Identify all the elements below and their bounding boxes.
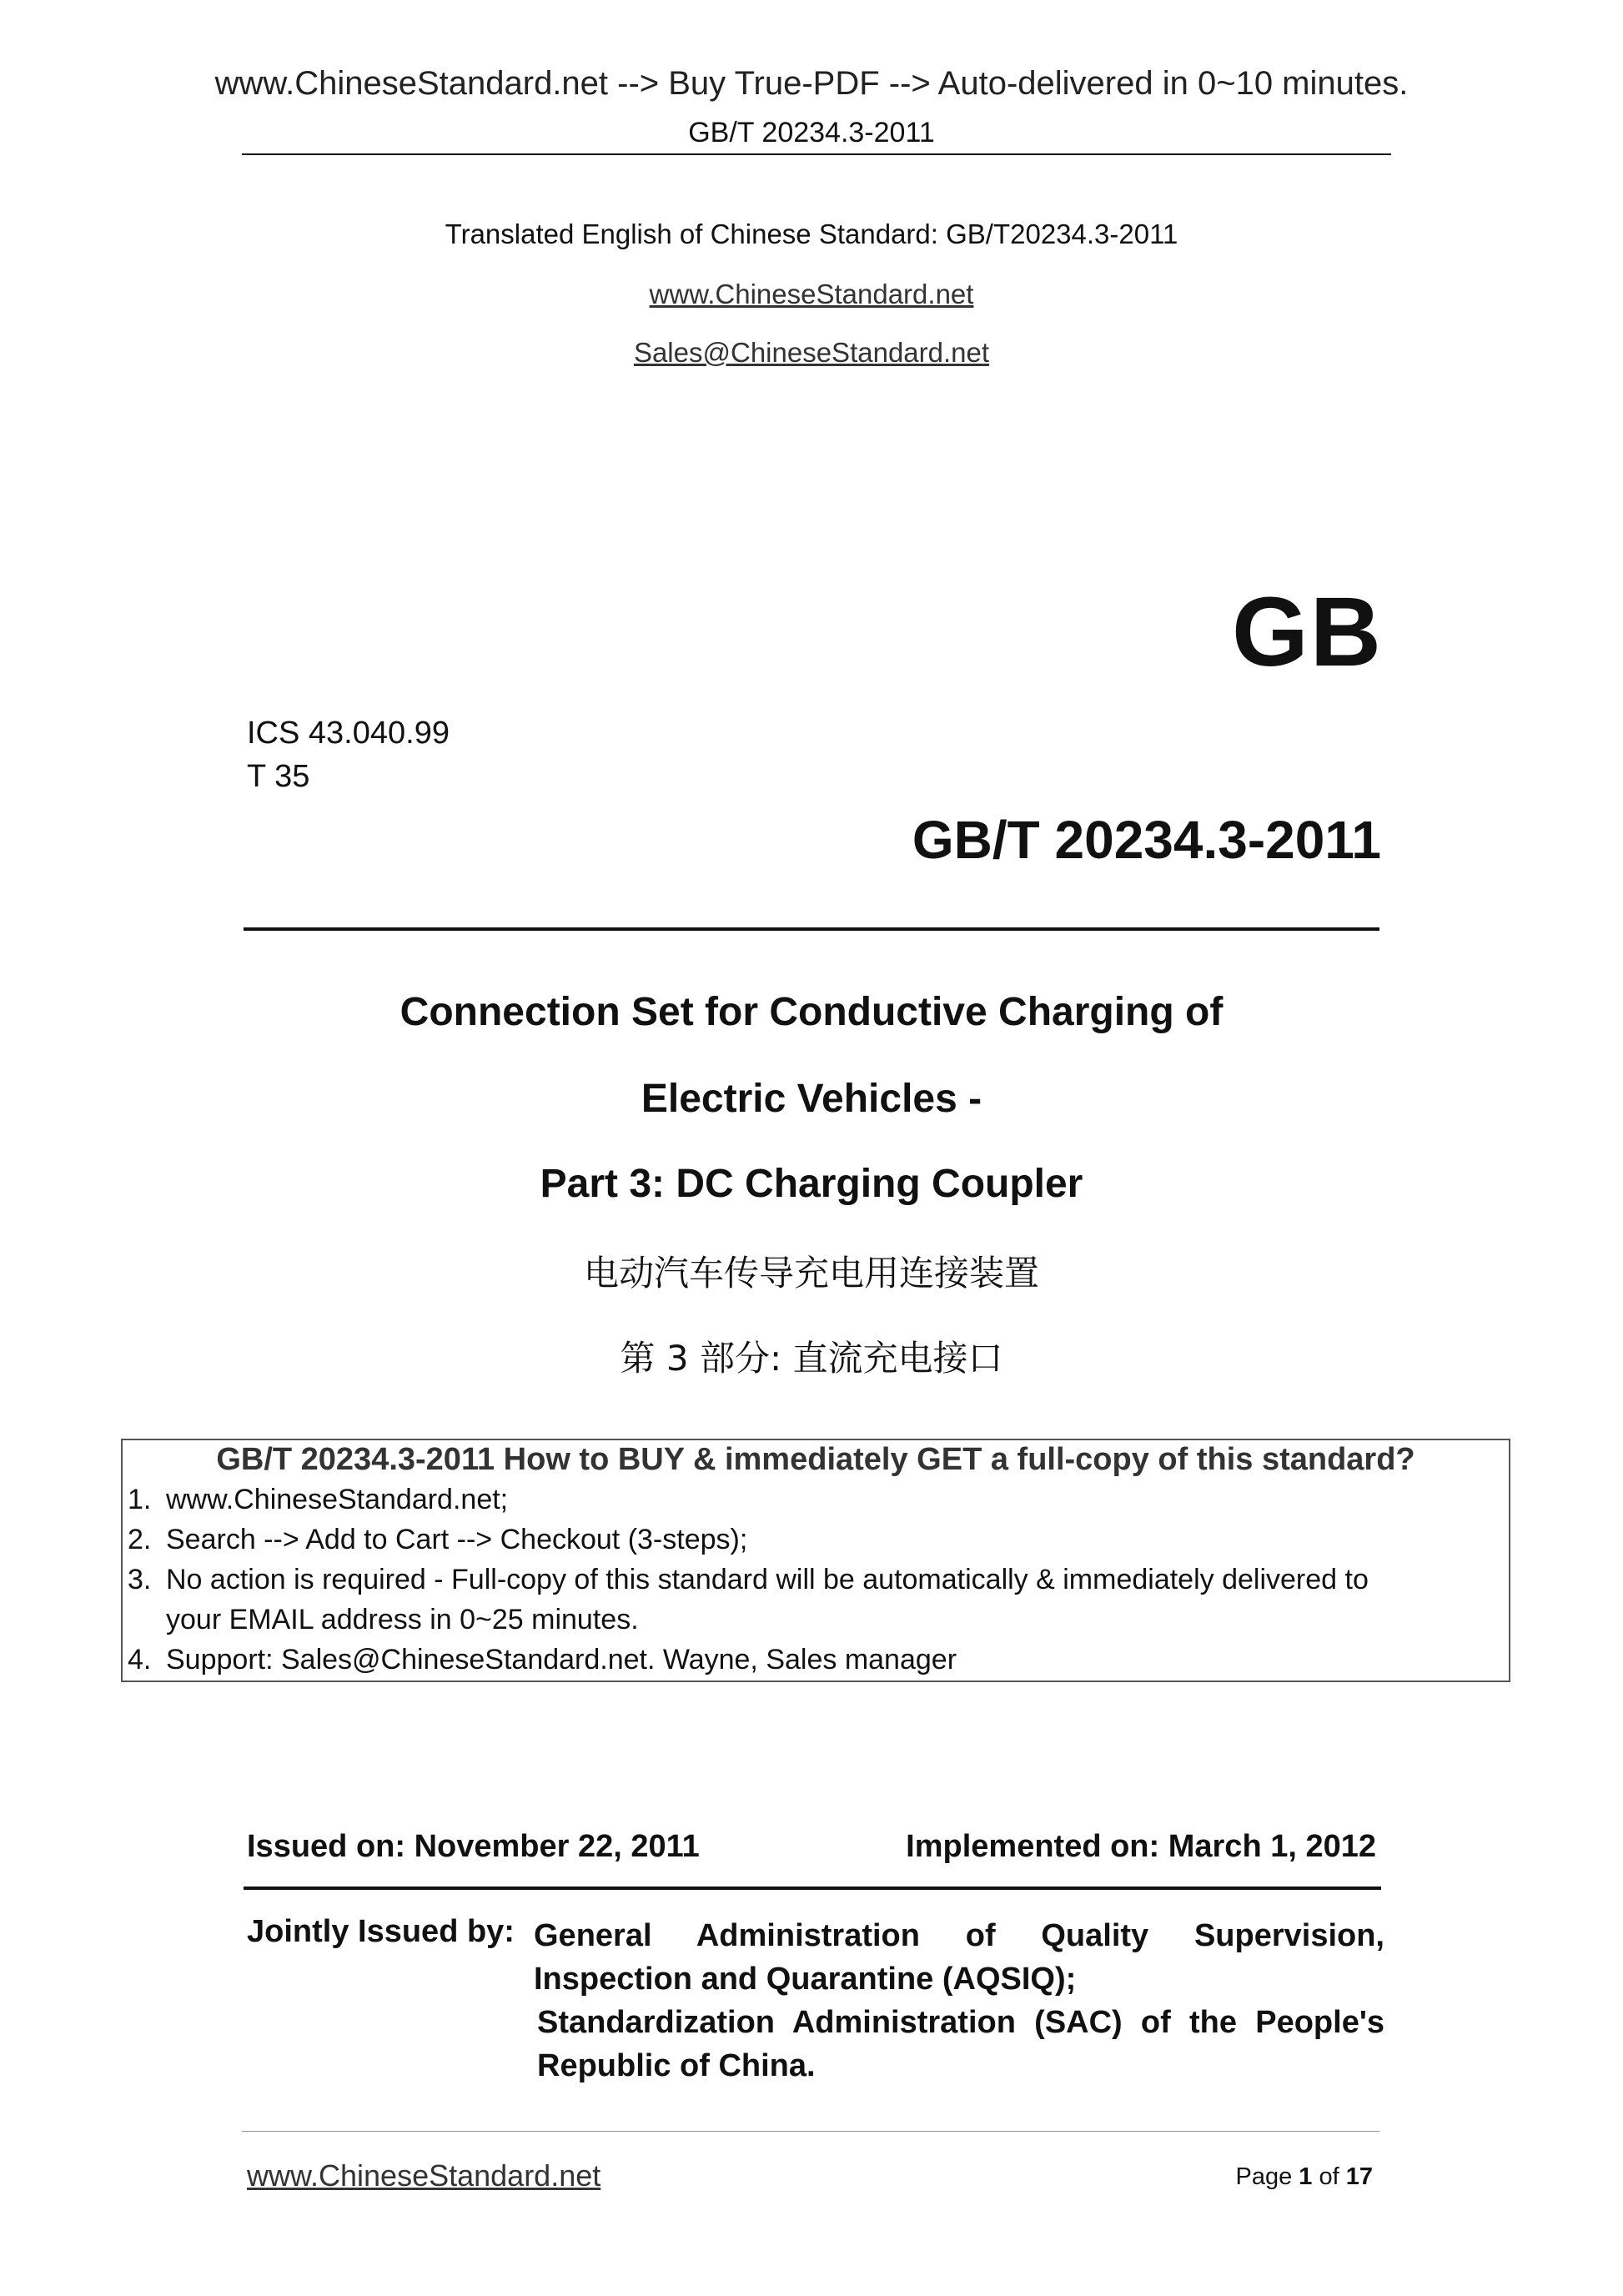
buy-step (128, 1524, 747, 1556)
buy-step (128, 1484, 508, 1516)
issued-date: Issued on: November 22, 2011 (247, 1829, 700, 1864)
issuer-aqsiq: General Administration of Quality Supervision, Inspection and Quarantine (AQSIQ); (534, 1918, 1384, 1997)
title-line: Part 3: DC Charging Coupler (540, 1162, 1083, 1206)
header-email-link[interactable]: Sales@ChineseStandard.net (633, 337, 990, 368)
header-site-link-row (0, 279, 1623, 310)
page-current: 1 (1299, 2163, 1313, 2190)
gb-mark: GB (1232, 577, 1383, 687)
chinese-title: 电动汽车传导充电用连接装置 (583, 1253, 1039, 1294)
buy-box-heading: GB/T 20234.3-2011 How to BUY & immediately GET a full-copy of this standard? (216, 1442, 1415, 1477)
header-standard-code: GB/T 20234.3-2011 (688, 117, 935, 148)
page-of: of (1312, 2163, 1346, 2190)
chinese-subtitle: 第 3 部分: 直流充电接口 (620, 1338, 1003, 1379)
header-site-link[interactable]: www.ChineseStandard.net (649, 279, 974, 309)
standard-number: GB/T 20234.3-2011 (912, 810, 1381, 870)
buy-step (128, 1564, 1369, 1596)
buy-step (128, 1604, 639, 1636)
title-line: Connection Set for Conductive Charging of (399, 990, 1224, 1034)
page-indicator (1235, 2163, 1373, 2191)
buy-step-number: 2. (128, 1524, 152, 1555)
buy-step (128, 1644, 957, 1676)
buy-step-text[interactable]: www.ChineseStandard.net; (166, 1484, 509, 1515)
buy-step-number: 3. (128, 1564, 152, 1595)
footer-divider (242, 2131, 1379, 2132)
top-banner: www.ChineseStandard.net --> Buy True-PDF --> Auto-delivered in 0~10 minutes. (214, 65, 1409, 102)
header-divider (242, 153, 1391, 155)
buy-step-number: 4. (128, 1644, 152, 1676)
t-class-code: T 35 (247, 759, 310, 794)
title-line: Electric Vehicles - (641, 1077, 982, 1121)
page-total: 17 (1345, 2163, 1373, 2190)
cover-divider (244, 927, 1379, 931)
ics-code: ICS 43.040.99 (247, 716, 450, 751)
dates-divider (244, 1887, 1381, 1890)
buy-step-text: Search --> Add to Cart --> Checkout (3-steps); (166, 1524, 748, 1555)
implemented-date: Implemented on: March 1, 2012 (906, 1829, 1376, 1864)
footer-site-link[interactable]: www.ChineseStandard.net (247, 2158, 601, 2193)
issuer-sac: Standardization Administration (SAC) of the People's Republic of China. (537, 2005, 1384, 2083)
buy-instructions-box (121, 1439, 1510, 1682)
buy-step-text: Support: Sales@ChineseStandard.net. Wayne, Sales manager (166, 1644, 957, 1676)
buy-step-text: No action is required - Full-copy of this standard will be automatically & immediately delivered to (166, 1564, 1369, 1595)
translated-line: Translated English of Chinese Standard: GB/T20234.3-2011 (445, 219, 1178, 249)
page-label: Page (1235, 2163, 1299, 2190)
buy-step-text: your EMAIL address in 0~25 minutes. (166, 1604, 639, 1635)
jointly-issued-label: Jointly Issued by: (247, 1914, 515, 1949)
buy-step-number: 1. (128, 1484, 152, 1515)
header-email-link-row (0, 337, 1623, 369)
